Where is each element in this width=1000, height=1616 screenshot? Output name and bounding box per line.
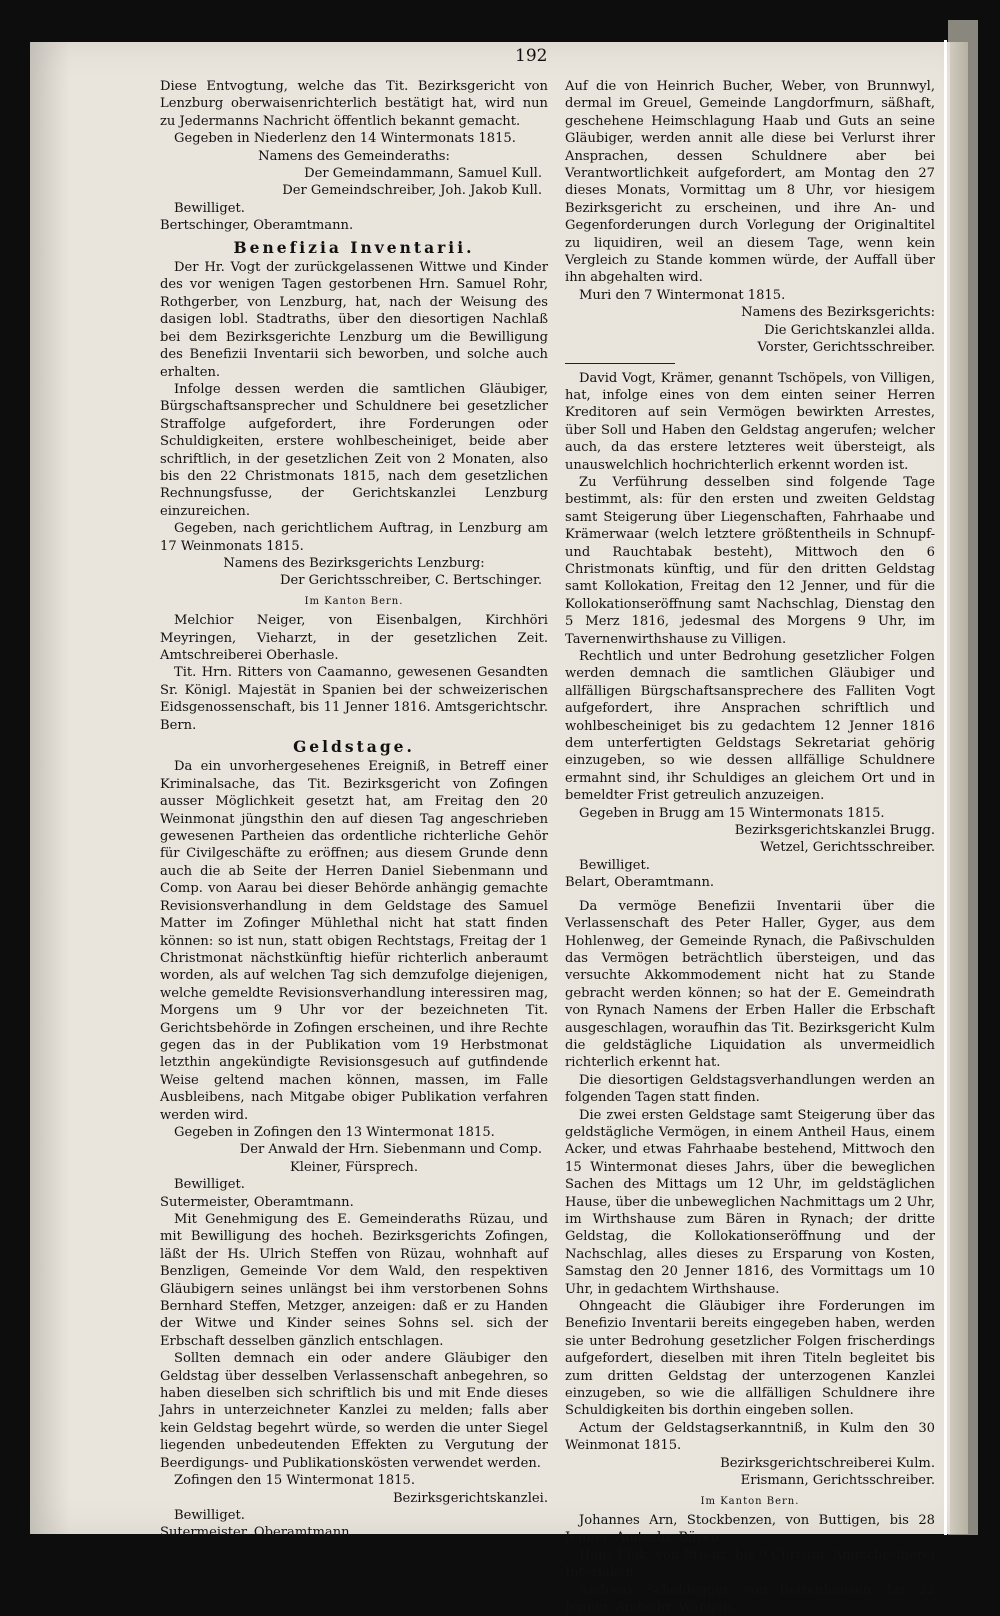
benefizia-signature-line: Der Gerichtsschreiber, C. Bertschinger. bbox=[279, 573, 542, 589]
vogt-signature-line: Wetzel, Gerichtsschreiber. bbox=[760, 840, 935, 856]
haller-signature-line: Bezirksgerichtschreiberei Kulm. bbox=[720, 1455, 935, 1471]
approval-label: Bewilliget. bbox=[174, 1177, 245, 1193]
geldstage-signature-line: Kleiner, Fürsprech. bbox=[289, 1159, 419, 1175]
haller-date: Actum der Geldstagserkanntniß, in Kulm den 30 Weinmonat 1815. bbox=[565, 1420, 935, 1454]
geldstage-signature-line: Der Anwald der Hrn. Siebenmann und Comp. bbox=[239, 1142, 542, 1158]
approval-label: Bewilliget. bbox=[174, 200, 245, 216]
approval-label: Bewilliget. bbox=[174, 1507, 245, 1523]
intro-signature-line: Namens des Gemeinderaths: bbox=[258, 148, 450, 164]
page-gutter-shadow bbox=[30, 42, 70, 1534]
benefizia-date: Gegeben, nach gerichtlichem Auftrag, in Lenzburg am 17 Weinmonats 1815. bbox=[160, 521, 548, 554]
benefizia-paragraph: Infolge dessen werden die samtlichen Gläubiger, Bürgschaftsansprecher und Schuldnere bei gesetzlicher Straffolge aufgefordert, ihre Forderungen oder Schuldigkeiten, erstere wohlbescheiniget, beide aber schriftlich, in der gesetzlichen Zeit von 2 Monaten, also bis den 22 Christmonats 1815, nach dem gesetzlichen Rechnungsfusse, der Gerichtskanzlei Lenzburg einzureichen. bbox=[160, 381, 548, 519]
haller-paragraph: Die diesortigen Geldstagsverhandlungen werden an folgenden Tagen statt finden. bbox=[565, 1072, 935, 1106]
haller-paragraph: Ohngeacht die Gläubiger ihre Forderungen im Benefizio Inventarii bereits eingegeben haben, werden sie unter Bedrohung gesetzlicher Folgen frischerdings aufgefordert, dieselben mit ihren Titeln begleitet bis zum dritten Geldstag der unterzogenen Kanzlei einzugeben, so wie die allfälligen Schuldnere ihre Schuldigkeiten bis dorthin eingeben sollen. bbox=[565, 1299, 935, 1419]
scan-edge-line bbox=[944, 40, 947, 1535]
haller-paragraph: Da vermöge Benefizii Inventarii über die Verlassenschaft des Peter Haller, Gyger, aus dem Hohlenweg, der Gemeinde Rynach, die Paßivschulden das Vermögen beträchtlich übersteigen, und das versuchte Akkommodement nicht hat zu Stande gebracht werden können; so hat der E. Gemeindrath von Rynach Namens der Erben Haller die Erbschaft ausgeschlagen, woraufhin das Tit. Bezirksgericht Kulm die geldstägliche Liquidation als unvermeidlich richterlich erkennt hat. bbox=[565, 898, 935, 1071]
vogt-paragraph: Rechtlich und unter Bedrohung gesetzlicher Folgen werden demnach die samtlichen Gläubiger und allfälligen Bürgschaftsansprechere des Falliten Vogt aufgefordert, ihre Ansprachen schriftlich und wohlbescheiniget bis zu gedachtem 12 Jenner 1816 dem unterfertigten Geldstags Sekretariat gehörig einzugeben, so wie dessen allfällige Schuldnere ermahnt sind, ihr Schuldiges an gleichem Ort und in bemeldter Frist getreulich anzuzeigen. bbox=[565, 649, 935, 804]
intro-date: Gegeben in Niederlenz den 14 Wintermonats 1815. bbox=[174, 131, 516, 147]
intro-signature-line: Der Gemeindammann, Samuel Kull. bbox=[304, 166, 542, 182]
right-column bbox=[565, 78, 935, 1616]
bucher-signature-line: Die Gerichtskanzlei allda. bbox=[764, 322, 935, 338]
bucher-signature-line: Vorster, Gerichtsschreiber. bbox=[757, 340, 935, 356]
bucher-date: Muri den 7 Wintermonat 1815. bbox=[579, 287, 786, 303]
steffen-date: Zofingen den 15 Wintermonat 1815. bbox=[174, 1473, 415, 1489]
haller-signature-line: Erismann, Gerichtsschreiber. bbox=[740, 1473, 935, 1489]
bucher-paragraph: Auf die von Heinrich Bucher, Weber, von Brunnwyl, dermal im Greuel, Gemeinde Langdorfmurn, säßhaft, geschehene Heimschlagung Haab und Guts an seine Gläubiger, werden annit alle diese bei Verlurst ihrer Ansprachen, dessen Schuldnere aber bei Verantwortlichkeit aufgefordert, am Montag den 27 dieses Monats, Vormittag um 8 Uhr, vor hiesigem Bezirksgericht zu erscheinen, und ihre An- und Gegenforderungen durch Vorlegung der Originaltitel zu liquidiren, weil an diesem Tage, wenn kein Vergleich zu Stande kommen würde, der Auffall über ihn abgehalten wird. bbox=[565, 79, 935, 286]
vogt-date: Gegeben in Brugg am 15 Wintermonats 1815. bbox=[579, 805, 885, 821]
section-heading-benefizia: Benefizia Inventarii. bbox=[233, 237, 475, 257]
bern-entry: Andreas Scheldegger, von Bettenhausen, bis 22 Jenner. Amtschr. Wangen. bbox=[565, 1582, 935, 1615]
vogt-paragraph: Zu Verführung desselben sind folgende Tage bestimmt, als: für den ersten und zweiten Geldstag samt Steigerung über Liegenschaften, Fahrhaabe und Krämerwaar (welch letztere größtentheils in Schnupf- und Rauchtabak besteht), Mittwoch den 6 Christmonats künftig, und für den dritten Geldstag samt Kollokation, Freitag den 12 Jenner, und für die Kollokationseröffnung samt Nachschlag, Dienstag den 5 Merz 1816, jedesmal des Morgens 9 Uhr, im Tavernenwirthshause zu Villigen. bbox=[565, 474, 935, 647]
steffen-signature: Bezirksgerichtskanzlei. bbox=[392, 1490, 548, 1506]
section-heading-geldstage: Geldstage. bbox=[293, 737, 415, 757]
page-number: 192 bbox=[515, 46, 548, 66]
page-edge bbox=[950, 42, 968, 1534]
approval-official: Bertschinger, Oberamtmann. bbox=[160, 218, 354, 234]
approval-official: Sutermeister, Oberamtmann. bbox=[160, 1194, 354, 1210]
geldstage-paragraph: Da ein unvorhergesehenes Ereigniß, in Betreff einer Kriminalsache, das Tit. Bezirksgericht von Zofingen ausser Möglichkeit gesetzt hat, am Freitag den 20 Weinmonat jüngsthin den auf diesen Tag angeschrieben gewesenen Partheien das ordentliche richterliche Gehör für Civilgeschäfte zu eröffnen; aus diesem Grunde denn auch die ab Seite der Herren Daniel Siebenmann und Comp. von Aarau bei dieser Behörde anhängig gemachte Revisionsverhandlung in dem Geldstage des Samuel Matter im Zofinger Mühlethal nicht hat statt finden können: so ist nun, statt obigen Rechtstags, Freitag der 1 Christmonat nächstkünftig hiefür richterlich anberaumt worden, als auf welchen Tag sich demzufolge diejenigen, welche gemeldte Revisionsverhandlung interessiren mag, Morgens um 9 Uhr vor der bezeichneten Tit. Gerichtsbehörde in Zofingen erscheinen, und ihre Rechte gegen das in der Publikation vom 19 Herbstmonat letzthin angekündigte Revisionsgesuch auf gutfindende Weise geltend machen können, massen, im Falle Ausbleibens, nach Mitgabe obiger Publikation verfahren werden wird. bbox=[160, 759, 548, 1123]
vogt-paragraph: David Vogt, Krämer, genannt Tschöpels, von Villigen, hat, infolge eines von dem einten seiner Herren Kreditoren auf sein Vermögen bewirkten Arrestes, über Soll und Haben den Geldstag angerufen; welcher auch, da das erstere letzteres weit übersteigt, als unauswelchlich hochrichterlich erkennt worden ist. bbox=[565, 370, 935, 473]
haller-paragraph: Die zwei ersten Geldstage samt Steigerung über das geldstägliche Vermögen, in einem Antheil Haus, einem Acker, und etwas Fahrhaabe bestehend, Mittwoch den 15 Wintermonat dieses Jahrs, über die beweglichen Sachen des Mittags um 12 Uhr, im geldstäglichen Hause, über die unbeweglichen Nachmittags um 2 Uhr, im Wirthshause zum Bären in Rynach; der dritte Geldstag, die Kollokationseröffnung und der Nachschlag, alles dieses zu Ersparung von Kosten, Samstag den 20 Jenner 1816, des Vormittags um 10 Uhr, in gedachtem Wirthshause. bbox=[565, 1107, 935, 1297]
bern-entry: Melchior Neiger, von Eisenbalgen, Kirchhöri Meyringen, Vieharzt, in der gesetzlichen Zeit. Amtschreiberei Oberhasle. bbox=[160, 613, 548, 663]
benefizia-paragraph: Der Hr. Vogt der zurückgelassenen Wittwe und Kinder des vor wenigen Tagen gestorbenen Hrn. Samuel Rohr, Rothgerber, von Lenzburg, hat, nach der Weisung des dasigen lobl. Stadtraths, über den diesortigen Nachlaß bei dem Bezirksgerichte Lenzburg um die Bewilligung des Benefizii Inventarii sich beworben, und solche auch erhalten. bbox=[160, 260, 548, 380]
kanton-bern-heading: Im Kanton Bern. bbox=[304, 595, 404, 607]
bern-entry: Johannes Arn, Stockbenzen, von Buttigen, bis 28 Jenner. Amtschr. Büren. bbox=[565, 1512, 935, 1546]
kanton-bern-heading: Im Kanton Bern. bbox=[700, 1495, 800, 1507]
bucher-signature-line: Namens des Bezirksgerichts: bbox=[741, 305, 935, 321]
intro-signature-line: Der Gemeindschreiber, Joh. Jakob Kull. bbox=[282, 183, 542, 199]
intro-paragraph: Diese Entvogtung, welche das Tit. Bezirksgericht von Lenzburg oberwaisenrichterlich bestätigt hat, wird nun zu Jedermanns Nachricht öffentlich bekannt gemacht. bbox=[160, 79, 548, 129]
approval-official: Sutermeister, Oberamtmann. bbox=[160, 1525, 354, 1541]
geldstage-date: Gegeben in Zofingen den 13 Wintermonat 1815. bbox=[174, 1124, 495, 1140]
approval-official: Belart, Oberamtmann. bbox=[565, 875, 715, 891]
steffen-paragraph: Mit Genehmigung des E. Gemeinderaths Rüzau, und mit Bewilligung des hocheh. Bezirksgerichts Zofingen, läßt der Hs. Ulrich Steffen von Rüzau, wohnhaft auf Benzligen, Gemeinde Vor dem Wald, den respektiven Gläubigern seines unlängst bei ihm verstorbenen Sohns Bernhard Steffen, Metzger, anzeigen: daß er zu Handen der Witwe und Kinder seines Sohns sel. sich der Erbschaft desselben gänzlich entschlagen. bbox=[160, 1212, 548, 1349]
bern-entry: Tit. Hrn. Ritters von Caamanno, gewesenen Gesandten Sr. Königl. Majestät in Spanien bei der schweizerischen Eidsgenossenschaft, bis 11 Jenner 1816. Amtsgerichtschr. Bern. bbox=[160, 665, 548, 733]
left-column bbox=[160, 78, 548, 1542]
separator-rule bbox=[565, 363, 675, 364]
approval-label: Bewilliget. bbox=[579, 857, 650, 873]
bern-entry: Hans Fluk, von Brienz, bis 9 Christm. Amtschreiberei Interlaken. bbox=[565, 1547, 935, 1581]
benefizia-signature-line: Namens des Bezirksgerichts Lenzburg: bbox=[223, 555, 485, 571]
steffen-paragraph: Sollten demnach ein oder andere Gläubiger den Geldstag über desselben Verlassenschaft anbegehren, so haben dieselben sich schriftlich bis und mit Ende dieses Jahrs in unterzeichneter Kanzlei zu melden; falls aber kein Geldstag begehrt würde, so werden die unter Siegel liegenden unbedeutenden Effekten zu Vergutung der Beerdigungs- und Publikationskösten verwendet werden. bbox=[160, 1351, 548, 1471]
vogt-signature-line: Bezirksgerichtskanzlei Brugg. bbox=[734, 823, 935, 839]
